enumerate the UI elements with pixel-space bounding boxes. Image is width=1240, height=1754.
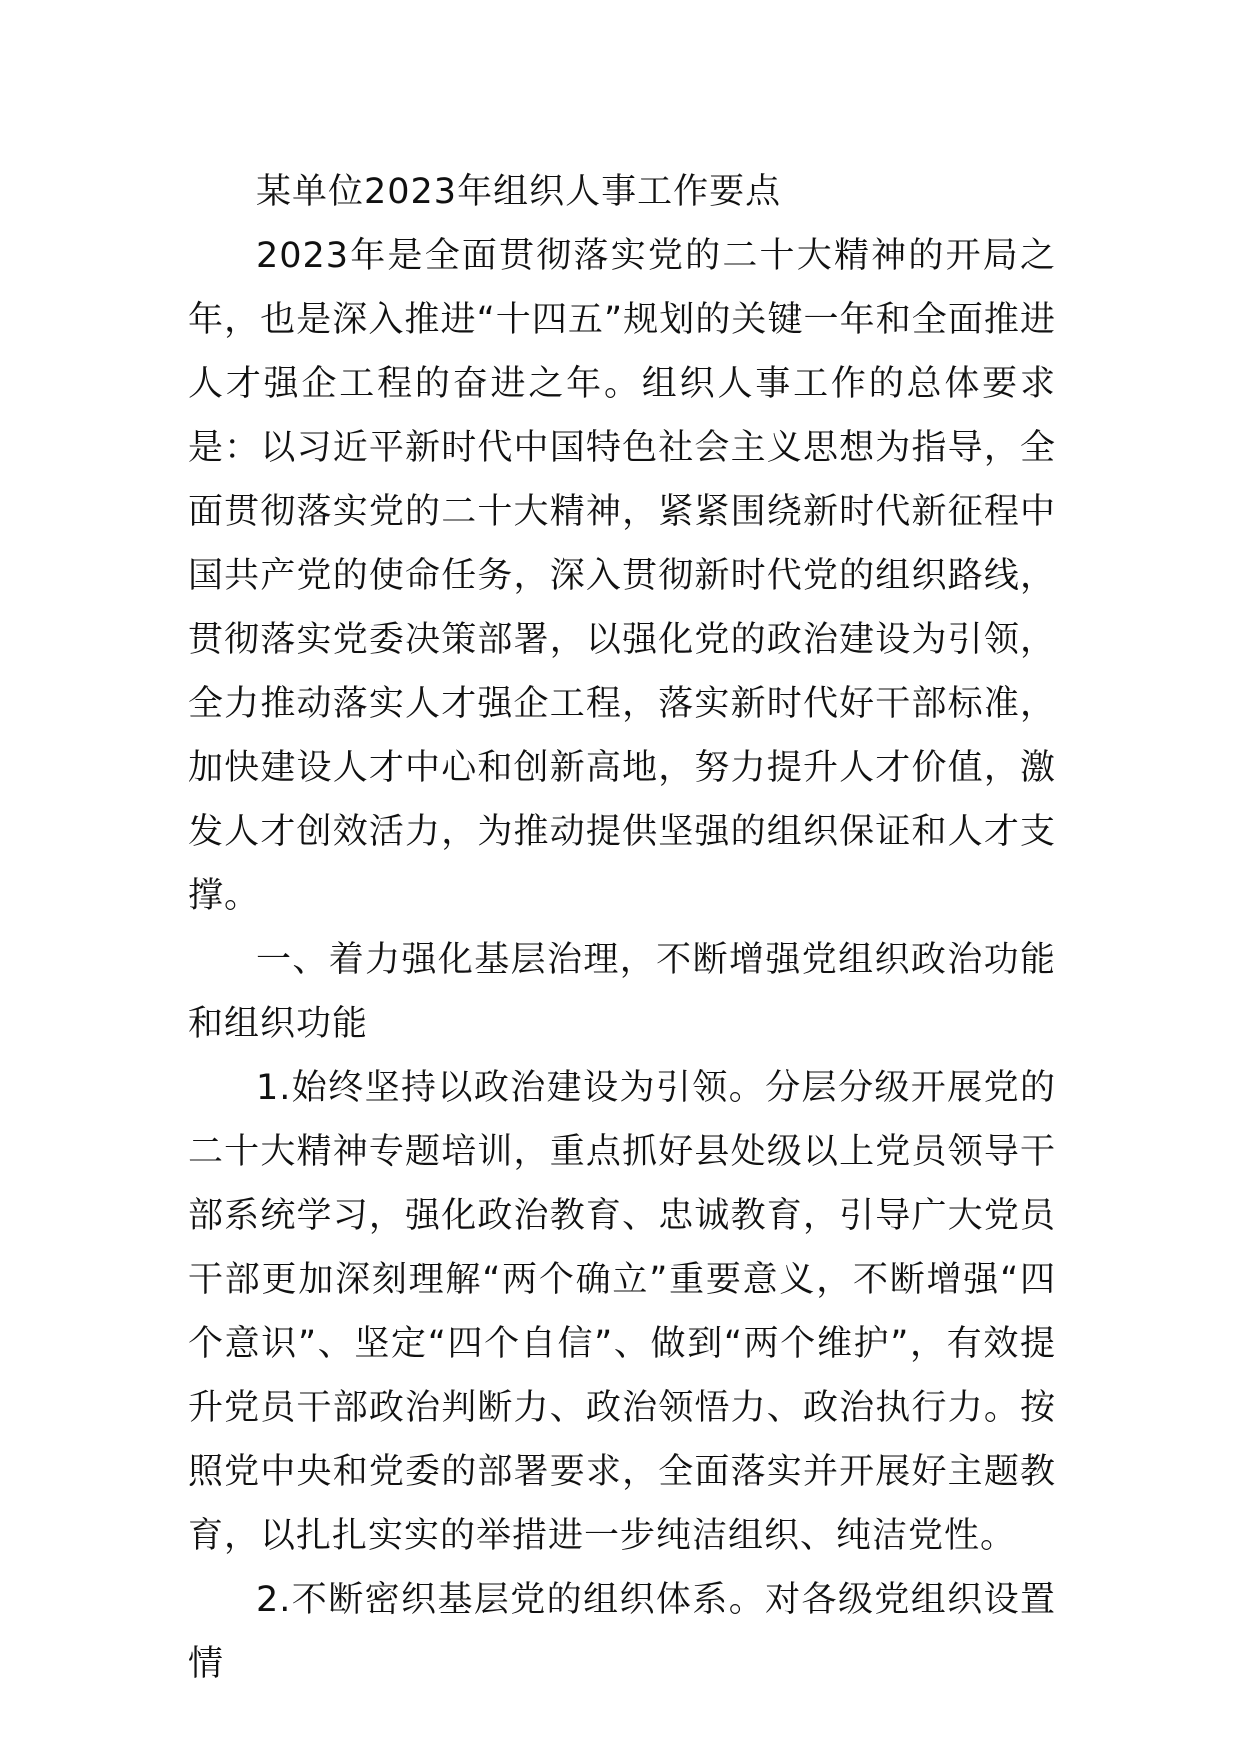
intro-paragraph: 2023年是全面贯彻落实党的二十大精神的开局之年，也是深入推进“十四五”规划的关键一年和全面推进人才强企工程的奋进之年。组织人事工作的总体要求是：以习近平新时代中国特色社会主义思想为指导，全面贯彻落实党的二十大精神，紧紧围绕新时代新征程中国共产党的使命任务，深入贯彻新时代党的组织路线，贯彻落实党委决策部署，以强化党的政治建设为引领，全力推动落实人才强企工程，落实新时代好干部标准，加快建设人才中心和创新高地，努力提升人才价值，激发人才创效活力，为推动提供坚强的组织保证和人才支撑。 <box>188 236 1056 916</box>
document-page <box>188 160 1056 1696</box>
section-heading-1: 一、着力强化基层治理，不断增强党组织政治功能和组织功能 <box>188 940 1056 1044</box>
item-paragraph-2: 2.不断密织基层党的组织体系。对各级党组织设置情 <box>188 1580 1056 1684</box>
document-title: 某单位2023年组织人事工作要点 <box>256 172 782 212</box>
item-paragraph-1: 1.始终坚持以政治建设为引领。分层分级开展党的二十大精神专题培训，重点抓好县处级以上党员领导干部系统学习，强化政治教育、忠诚教育，引导广大党员干部更加深刻理解“两个确立”重要意义，不断增强“四个意识”、坚定“四个自信”、做到“两个维护”，有效提升党员干部政治判断力、政治领悟力、政治执行力。按照党中央和党委的部署要求，全面落实并开展好主题教育，以扎扎实实的举措进一步纯洁组织、纯洁党性。 <box>188 1068 1056 1556</box>
